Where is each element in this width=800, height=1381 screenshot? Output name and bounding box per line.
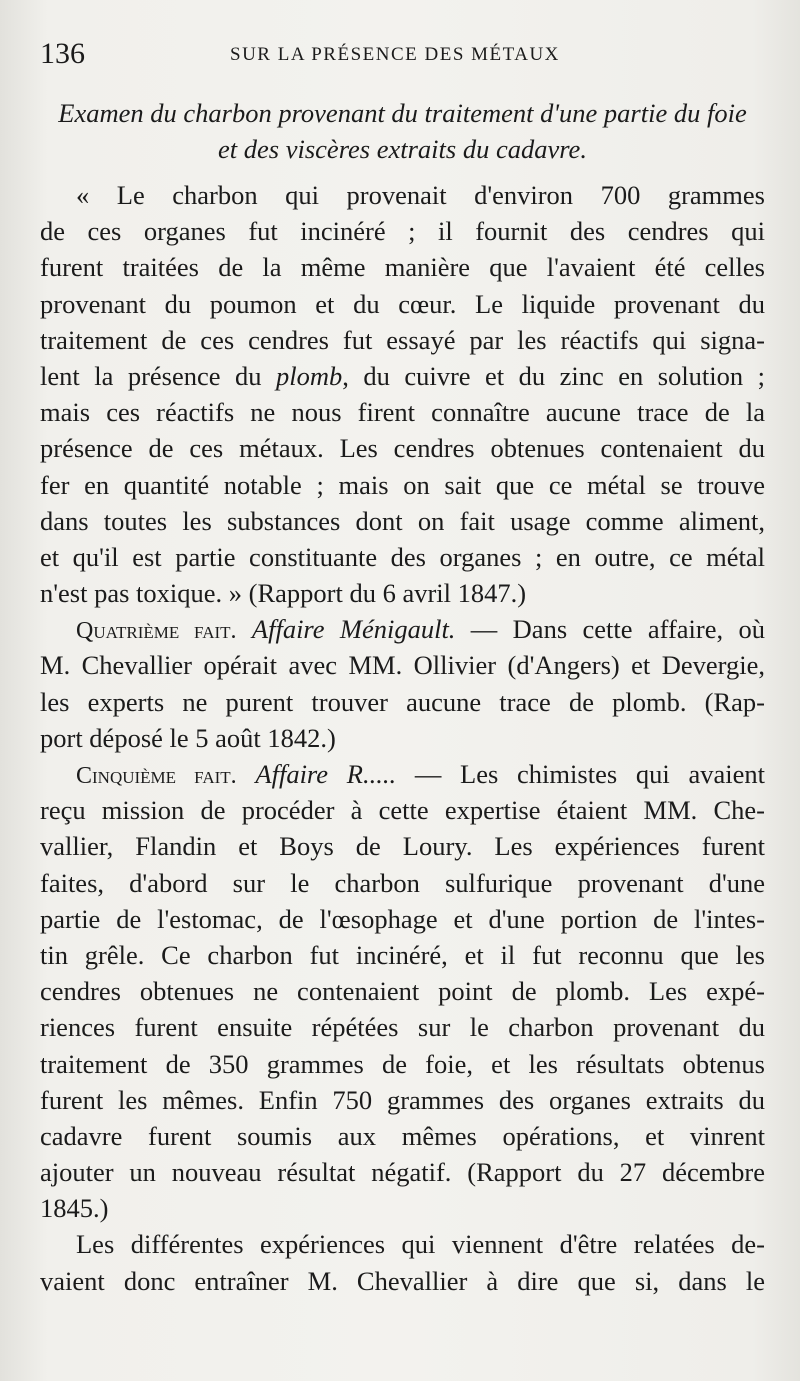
text-line: cendres obtenues ne contenaient point de plomb. Les expé- bbox=[40, 976, 765, 1007]
text-line: partie de l'estomac, de l'œsophage et d'une portion de l'intes- bbox=[40, 903, 765, 934]
text-line: les experts ne purent trouver aucune trace de plomb. (Rap- bbox=[40, 686, 765, 717]
text-line: de ces organes fut incinéré ; il fournit des cendres qui bbox=[40, 216, 765, 247]
text-line: présence de ces métaux. Les cendres obtenues contenaient du bbox=[40, 433, 765, 464]
text-fragment: , du cuivre et du zinc en solution ; bbox=[342, 360, 766, 391]
page-body bbox=[40, 95, 765, 1299]
text-line bbox=[40, 358, 765, 394]
page-header bbox=[40, 34, 760, 74]
section-title bbox=[40, 95, 765, 167]
text-line: et qu'il est partie constituante des organes ; en outre, ce métal bbox=[40, 541, 765, 572]
text-line: vallier, Flandin et Boys de Loury. Les expériences furent bbox=[40, 831, 765, 862]
text-line bbox=[40, 611, 765, 647]
text-line: cadavre furent soumis aux mêmes opérations, et vinrent bbox=[40, 1120, 765, 1151]
text-line: traitement de 350 grammes de foie, et les résultats obtenus bbox=[40, 1048, 765, 1079]
text-line: riences furent ensuite répétées sur le charbon provenant du bbox=[40, 1012, 765, 1043]
case-label: Quatrième fait. bbox=[76, 618, 237, 645]
paragraph-conclusion bbox=[40, 1226, 765, 1298]
text-line: Les différentes expériences qui viennent d'être relatées de- bbox=[76, 1229, 765, 1260]
text-line bbox=[40, 756, 765, 792]
running-head: SUR LA PRÉSENCE DES MÉTAUX bbox=[230, 44, 560, 65]
text-line: ajouter un nouveau résultat négatif. (Rapport du 27 décembre bbox=[40, 1157, 765, 1188]
text-line: vaient donc entraîner M. Chevallier à dire que si, dans le bbox=[40, 1265, 765, 1296]
case-name: Affaire R..... bbox=[255, 759, 397, 789]
text-line: tin grêle. Ce charbon fut incinéré, et il fut reconnu que les bbox=[40, 939, 765, 970]
text-line: dans toutes les substances dont on fait usage comme aliment, bbox=[40, 505, 765, 536]
text-line: 1845.) bbox=[40, 1193, 109, 1224]
text-fragment: lent la présence du bbox=[40, 360, 276, 391]
text-line: n'est pas toxique. » (Rapport du 6 avril 1847.) bbox=[40, 578, 527, 609]
text-line: M. Chevallier opérait avec MM. Ollivier (d'Angers) et Devergie, bbox=[40, 650, 765, 681]
text-line: faites, d'abord sur le charbon sulfurique provenant d'une bbox=[40, 867, 765, 898]
text-line: fer en quantité notable ; mais on sait que ce métal se trouve bbox=[40, 469, 765, 500]
section-title-line-2: et des viscères extraits du cadavre. bbox=[218, 134, 587, 164]
text-line: port déposé le 5 août 1842.) bbox=[40, 722, 336, 753]
text-line: « Le charbon qui provenait d'environ 700 grammes bbox=[76, 180, 765, 210]
section-title-line-1: Examen du charbon provenant du traitement d'une partie du foie bbox=[58, 98, 747, 128]
text-fragment: — Dans cette affaire, où bbox=[455, 614, 765, 645]
page-number: 136 bbox=[40, 37, 85, 70]
text-line: provenant du poumon et du cœur. Le liquide provenant du bbox=[40, 288, 765, 319]
case-label: Cinquième fait. bbox=[76, 763, 237, 789]
text-line: reçu mission de procéder à cette expertise étaient MM. Che- bbox=[40, 795, 765, 826]
text-line: mais ces réactifs ne nous firent connaître aucune trace de la bbox=[40, 397, 765, 428]
paragraph-fifth-case bbox=[40, 756, 765, 1226]
case-name: Affaire Ménigault. bbox=[251, 614, 456, 645]
paragraph-charcoal-analysis bbox=[40, 177, 765, 611]
italic-word-plomb: plomb bbox=[276, 360, 343, 391]
text-line: traitement de ces cendres fut essayé par les réactifs qui signa- bbox=[40, 324, 765, 355]
paragraph-fourth-case bbox=[40, 611, 765, 756]
text-fragment: — Les chimistes qui avaient bbox=[396, 759, 765, 789]
text-line: furent les mêmes. Enfin 750 grammes des organes extraits du bbox=[40, 1084, 765, 1115]
text-line: furent traitées de la même manière que l'avaient été celles bbox=[40, 252, 765, 283]
